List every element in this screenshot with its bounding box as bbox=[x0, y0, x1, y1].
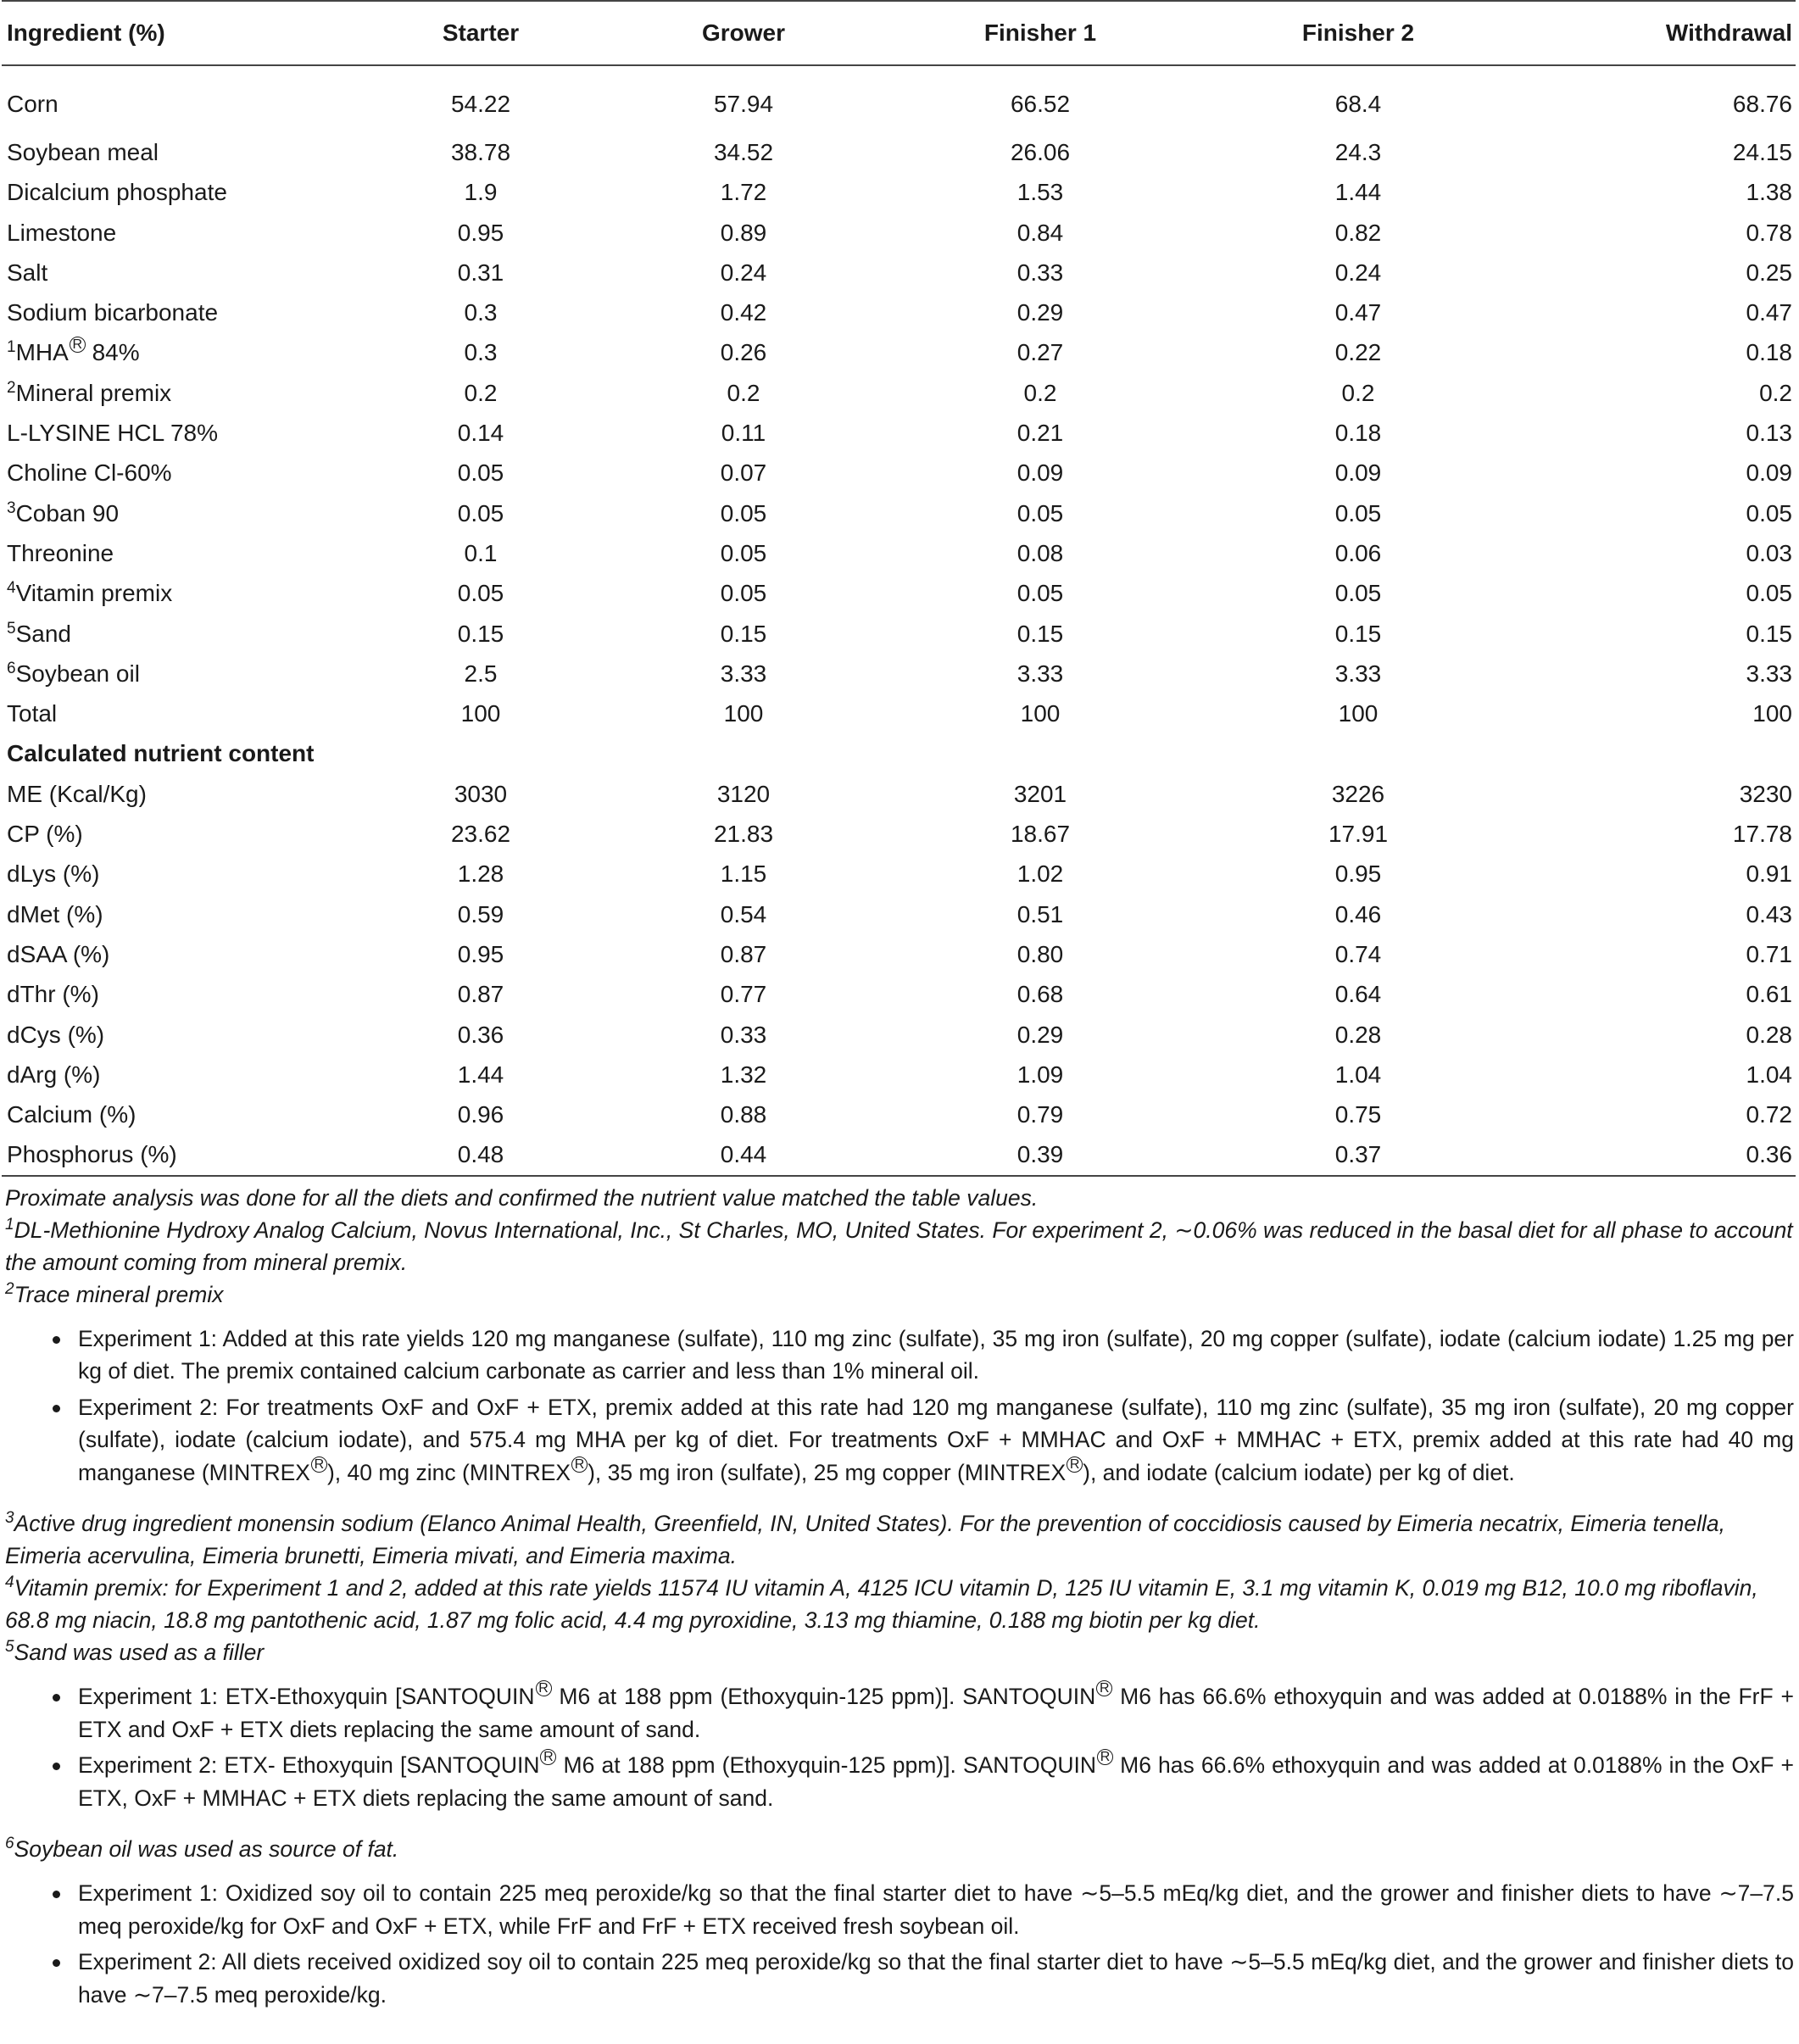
bullet-icon bbox=[53, 1336, 60, 1344]
table-cell: 100 bbox=[1752, 700, 1792, 727]
table-row bbox=[2, 253, 1796, 292]
table-cell: 0.3 bbox=[464, 339, 498, 366]
table-cell: 0.61 bbox=[1746, 981, 1792, 1008]
table-row bbox=[2, 894, 1796, 934]
registered-icon: R bbox=[1097, 1749, 1113, 1765]
table-row bbox=[2, 573, 1796, 613]
row-label: dLys (%) bbox=[7, 860, 100, 888]
table-cell: 0.15 bbox=[1334, 620, 1382, 647]
footnote-1 bbox=[5, 1214, 1794, 1278]
table-cell: 0.15 bbox=[1016, 620, 1064, 647]
row-label: Dicalcium phosphate bbox=[7, 179, 227, 206]
table-cell: 0.15 bbox=[1746, 620, 1792, 647]
header-grower: Grower bbox=[604, 1, 883, 65]
header-ingredient: Ingredient (%) bbox=[2, 1, 358, 65]
table-row bbox=[2, 533, 1796, 573]
table-cell: 0.37 bbox=[1197, 1134, 1519, 1175]
table-row bbox=[2, 332, 1796, 372]
footnote-text: Vitamin premix: for Experiment 1 and 2, added at this rate yields 11574 IU vitamin A, 4125 ICU vitamin D, 125 IU vitamin E, 3.1 mg vitamin K, 0.019 mg B12, 10.0 mg riboflavin, 68.8 mg niacin, 18.8 mg pantothenic acid, 1.87 mg folic acid, 4.4 mg pyroxidine, 3.13 mg thiamine, 0.188 mg biotin per kg diet. bbox=[5, 1575, 1758, 1634]
footnote-text: Sand was used as a filler bbox=[14, 1640, 265, 1666]
table-cell: 100 bbox=[1020, 700, 1061, 727]
table-cell: 0.03 bbox=[1746, 539, 1792, 566]
header-finisher-1: Finisher 1 bbox=[883, 1, 1197, 65]
footnote-marker: 1 bbox=[5, 1215, 14, 1234]
table-cell: 0.18 bbox=[1746, 339, 1792, 366]
table-cell: 0.36 bbox=[457, 1021, 504, 1048]
table-cell: 1.02 bbox=[1016, 860, 1064, 888]
table-cell: 68.76 bbox=[1732, 91, 1792, 117]
table-cell: 0.09 bbox=[1334, 459, 1382, 487]
table-cell: 1.38 bbox=[1746, 179, 1792, 206]
table-header bbox=[2, 1, 1796, 65]
table-cell: 2.5 bbox=[464, 660, 498, 687]
registered-icon: R bbox=[571, 1456, 588, 1473]
table-cell: 0.05 bbox=[457, 580, 504, 607]
table-cell: 0.2 bbox=[1759, 379, 1792, 406]
table-cell: 0.79 bbox=[1016, 1101, 1064, 1128]
bullet-icon bbox=[53, 1763, 60, 1770]
table-cell: 3.33 bbox=[720, 660, 767, 687]
registered-icon: R bbox=[1096, 1680, 1112, 1696]
table-cell: 0.06 bbox=[1334, 539, 1382, 566]
table-cell: 0.27 bbox=[1016, 339, 1064, 366]
table-row bbox=[2, 854, 1796, 894]
row-label: L-LYSINE HCL 78% bbox=[7, 420, 218, 447]
table-cell: 1.44 bbox=[457, 1061, 504, 1088]
footnote-marker: 2 bbox=[7, 378, 16, 397]
table-row bbox=[2, 934, 1796, 974]
table-cell: 24.3 bbox=[1334, 139, 1382, 165]
table-cell: 0.82 bbox=[1334, 219, 1382, 246]
footnote-marker: 4 bbox=[7, 579, 16, 598]
table-body bbox=[2, 65, 1796, 1176]
table-cell: 0.15 bbox=[720, 620, 767, 647]
row-label: Sodium bicarbonate bbox=[7, 299, 219, 326]
table-cell: 0.88 bbox=[720, 1101, 767, 1128]
footnote-text: Trace mineral premix bbox=[14, 1281, 224, 1307]
row-label: $^4$Vitamin premix bbox=[7, 579, 173, 607]
table-cell: 3120 bbox=[716, 780, 771, 807]
table-cell: 100 bbox=[460, 700, 501, 727]
row-label: $^1$MHA R 84% bbox=[7, 337, 140, 366]
table-cell: 0.95 bbox=[457, 940, 504, 967]
table-row bbox=[2, 1055, 1796, 1094]
table-cell: 0.13 bbox=[1746, 420, 1792, 447]
table-cell: 0.36 bbox=[1519, 1134, 1796, 1175]
table-cell: 3230 bbox=[1739, 780, 1792, 807]
row-label: $^3$Coban 90 bbox=[7, 498, 120, 526]
header-row bbox=[2, 1, 1796, 65]
diet-composition-table bbox=[2, 0, 1796, 1177]
table-cell: 0.05 bbox=[720, 580, 767, 607]
table-row bbox=[2, 172, 1796, 212]
table-cell: 0.33 bbox=[720, 1021, 767, 1048]
table-row bbox=[2, 693, 1796, 733]
table-row bbox=[2, 654, 1796, 693]
table-cell: 0.72 bbox=[1746, 1101, 1792, 1128]
table-cell: 0.1 bbox=[464, 539, 498, 566]
row-label: dCys (%) bbox=[7, 1021, 105, 1048]
footnote-text: DL-Methionine Hydroxy Analog Calcium, Novus International, Inc., St Charles, MO, United States. For experiment 2, ∼0.06% was reduced in the basal diet for all phase to account the amount coming from mineral premix. bbox=[5, 1217, 1793, 1275]
table-row bbox=[2, 1094, 1796, 1134]
row-label: Salt bbox=[7, 259, 48, 286]
table-cell: 1.72 bbox=[720, 179, 767, 206]
row-label: $^2$Mineral premix bbox=[7, 378, 172, 406]
table-cell: 3.33 bbox=[1746, 660, 1792, 687]
table-cell: 0.05 bbox=[1746, 580, 1792, 607]
bullet-icon bbox=[53, 1959, 60, 1967]
footnote-3 bbox=[5, 1507, 1794, 1572]
table-cell: 0.59 bbox=[457, 900, 504, 927]
table-cell: 0.22 bbox=[1334, 339, 1382, 366]
table-cell: 100 bbox=[723, 700, 764, 727]
table-cell: 1.28 bbox=[457, 860, 504, 888]
table-row bbox=[2, 213, 1796, 253]
header-starter: Starter bbox=[358, 1, 604, 65]
list-item: Experiment 1: Oxidized soy oil to contain 225 meq peroxide/kg so that the final starter diet to have ∼5–5.5 mEq/kg diet, and the grower and finisher diets to have ∼7–7.5 meq peroxide/kg for OxF and OxF + ETX, while FrF and FrF + ETX received fresh soybean oil. bbox=[5, 1877, 1794, 1942]
list-item: Experiment 1: Added at this rate yields 120 mg manganese (sulfate), 110 mg zinc (sulfate), 35 mg iron (sulfate), 20 mg copper (sulfate), iodate (calcium iodate) 1.25 mg per kg of diet. The premix contained calcium carbonate as carrier and less than 1% mineral oil. bbox=[5, 1323, 1794, 1388]
table-row bbox=[2, 974, 1796, 1014]
table-row bbox=[2, 413, 1796, 453]
footnote-2 bbox=[5, 1278, 1794, 1311]
bullet-icon bbox=[53, 1405, 60, 1412]
footnote-marker: 6 bbox=[5, 1835, 14, 1853]
table-cell: 0.80 bbox=[1016, 940, 1064, 967]
footnotes bbox=[0, 1182, 1794, 2012]
bullet-icon bbox=[53, 1891, 60, 1898]
table-cell: 0.43 bbox=[1746, 900, 1792, 927]
table-cell: 0.51 bbox=[1016, 900, 1064, 927]
footnote-2-list bbox=[5, 1323, 1794, 1490]
table-cell: 0.78 bbox=[1746, 219, 1792, 246]
table-cell: 0.29 bbox=[1016, 1021, 1064, 1048]
table-cell: 0.39 bbox=[883, 1134, 1197, 1175]
table-cell: 54.22 bbox=[450, 91, 511, 117]
table-cell: 3201 bbox=[1013, 780, 1067, 807]
registered-icon: R bbox=[540, 1749, 556, 1765]
row-label: Limestone bbox=[7, 219, 117, 246]
table-cell: 0.31 bbox=[457, 259, 504, 286]
registered-icon: R bbox=[70, 337, 86, 353]
table-cell: 0.46 bbox=[1334, 900, 1382, 927]
bullet-icon bbox=[53, 1694, 60, 1701]
table-cell: 0.2 bbox=[1341, 379, 1375, 406]
table-cell: 21.83 bbox=[713, 821, 774, 848]
row-label: CP (%) bbox=[7, 821, 83, 848]
table-cell: 0.28 bbox=[1746, 1021, 1792, 1048]
table-row bbox=[2, 493, 1796, 533]
footnote-4 bbox=[5, 1572, 1794, 1636]
table-cell: 0.05 bbox=[457, 499, 504, 526]
table-row bbox=[2, 453, 1796, 493]
list-item: Experiment 2: For treatments OxF and OxF + ETX, premix added at this rate had 120 mg manganese (sulfate), 110 mg zinc (sulfate), 35 mg iron (sulfate), 20 mg copper (sulfate), iodate (calcium iodate), and 575.4 mg MHA per kg of diet. For treatments OxF + MMHAC and OxF + MMHAC + ETX, premix added at this rate had 40 mg manganese (MINTREX R ), 40 mg zinc (MINTREX R ), 35 mg iron (sulfate), 25 mg copper (MINTREX R ), and iodate (calcium iodate) per kg of diet. bbox=[5, 1391, 1794, 1490]
table-cell: 0.47 bbox=[1334, 299, 1382, 326]
table-row bbox=[2, 65, 1796, 132]
table-cell: 3.33 bbox=[1334, 660, 1382, 687]
table-cell: 0.42 bbox=[720, 299, 767, 326]
row-label: Calcium (%) bbox=[7, 1101, 136, 1128]
row-label: Phosphorus (%) bbox=[2, 1134, 358, 1175]
table-cell: 0.91 bbox=[1746, 860, 1792, 888]
table-cell: 1.53 bbox=[1016, 179, 1064, 206]
table-cell: 0.96 bbox=[457, 1101, 504, 1128]
footnote-6 bbox=[5, 1833, 1794, 1865]
footnote-marker: 5 bbox=[5, 1638, 14, 1657]
table-cell: 0.05 bbox=[720, 539, 767, 566]
row-label: Soybean meal bbox=[7, 139, 159, 165]
table-cell: 0.09 bbox=[1016, 459, 1064, 487]
table-row bbox=[2, 774, 1796, 814]
row-label: Choline Cl-60% bbox=[7, 459, 172, 487]
table-cell: 0.71 bbox=[1746, 940, 1792, 967]
table-cell: 0.24 bbox=[720, 259, 767, 286]
table-cell: 0.3 bbox=[464, 299, 498, 326]
table-cell: 0.28 bbox=[1334, 1021, 1382, 1048]
section-title: Calculated nutrient content bbox=[7, 740, 315, 767]
table-cell: 0.44 bbox=[604, 1134, 883, 1175]
footnote-marker: 4 bbox=[5, 1573, 14, 1592]
registered-icon: R bbox=[536, 1680, 552, 1696]
table-cell: 1.44 bbox=[1334, 179, 1382, 206]
list-item: Experiment 2: ETX- Ethoxyquin [SANTOQUIN R M6 at 188 ppm (Ethoxyquin-125 ppm)]. SANTOQUIN R M6 has 66.6% ethoxyquin and was added at 0.0188% in the OxF + ETX, OxF + MMHAC + ETX diets replacing the same amount of sand. bbox=[5, 1749, 1794, 1814]
table-cell: 0.74 bbox=[1334, 940, 1382, 967]
list-item: Experiment 1: ETX-Ethoxyquin [SANTOQUIN R M6 at 188 ppm (Ethoxyquin-125 ppm)]. SANTOQUIN R M6 has 66.6% ethoxyquin and was added at 0.0188% in the FrF + ETX and OxF + ETX diets replacing the same amount of sand. bbox=[5, 1680, 1794, 1746]
table-cell: 0.29 bbox=[1016, 299, 1064, 326]
footnote-marker: 5 bbox=[7, 619, 16, 638]
table-cell: 68.4 bbox=[1334, 91, 1382, 117]
table-cell: 0.08 bbox=[1016, 539, 1064, 566]
table-cell: 17.78 bbox=[1732, 821, 1792, 848]
table-cell: 1.09 bbox=[1016, 1061, 1064, 1088]
list-item: Experiment 2: All diets received oxidized soy oil to contain 225 meq peroxide/kg so that the final starter diet to have ∼5–5.5 mEq/kg diet, and the grower and finisher diets to have ∼7–7.5 meq peroxide/kg. bbox=[5, 1946, 1794, 2011]
table-cell: 0.05 bbox=[1334, 580, 1382, 607]
table-cell: 0.84 bbox=[1016, 219, 1064, 246]
footnote-5 bbox=[5, 1636, 1794, 1668]
row-label: $^6$Soybean oil bbox=[7, 659, 140, 687]
registered-icon: R bbox=[311, 1456, 327, 1473]
table-cell: 0.05 bbox=[457, 459, 504, 487]
row-label: $^5$Sand bbox=[7, 619, 71, 647]
table-cell: 0.2 bbox=[464, 379, 498, 406]
table-cell: 0.87 bbox=[720, 940, 767, 967]
table-cell: 23.62 bbox=[450, 821, 511, 848]
table-cell: 0.2 bbox=[1023, 379, 1057, 406]
table-cell: 3.33 bbox=[1016, 660, 1064, 687]
table-row bbox=[2, 814, 1796, 854]
table-cell: 0.07 bbox=[720, 459, 767, 487]
footnote-text: Active drug ingredient monensin sodium (Elanco Animal Health, Greenfield, IN, United States). For the prevention of coccidiosis caused by Eimeria necatrix, Eimeria tenella, Eimeria acervulina, Eimeria brunetti, Eimeria mivati, and Eimeria maxima. bbox=[5, 1511, 1725, 1569]
table-cell: 3030 bbox=[454, 780, 508, 807]
table-cell: 0.75 bbox=[1334, 1101, 1382, 1128]
table-cell: 38.78 bbox=[450, 139, 511, 165]
table-cell: 0.09 bbox=[1746, 459, 1792, 487]
table-cell: 0.77 bbox=[720, 981, 767, 1008]
table-cell: 0.18 bbox=[1334, 420, 1382, 447]
footnote-proximate: Proximate analysis was done for all the diets and confirmed the nutrient value matched the table values. bbox=[5, 1184, 1039, 1211]
table-cell: 3226 bbox=[1331, 780, 1385, 807]
table-row bbox=[2, 1015, 1796, 1055]
header-withdrawal: Withdrawal bbox=[1519, 1, 1796, 65]
table-cell: 0.26 bbox=[720, 339, 767, 366]
table-cell: 0.25 bbox=[1746, 259, 1792, 286]
table-cell: 18.67 bbox=[1010, 821, 1071, 848]
row-label: dThr (%) bbox=[7, 981, 99, 1008]
footnote-6-list bbox=[5, 1877, 1794, 2011]
table-cell: 0.68 bbox=[1016, 981, 1064, 1008]
header-finisher-2: Finisher 2 bbox=[1197, 1, 1519, 65]
table-cell: 0.14 bbox=[457, 420, 504, 447]
table-cell: 0.05 bbox=[1334, 499, 1382, 526]
table-cell: 0.95 bbox=[1334, 860, 1382, 888]
footnote-marker: 6 bbox=[7, 659, 16, 677]
table-cell: 24.15 bbox=[1732, 139, 1792, 165]
footnote-marker: 3 bbox=[7, 498, 16, 517]
table-cell: 0.05 bbox=[1016, 580, 1064, 607]
footnote-5-list bbox=[5, 1680, 1794, 1814]
table-cell: 26.06 bbox=[1010, 139, 1071, 165]
table-cell: 0.95 bbox=[457, 219, 504, 246]
table-cell: 0.2 bbox=[727, 379, 760, 406]
table-cell: 0.05 bbox=[720, 499, 767, 526]
table-cell: 57.94 bbox=[713, 91, 774, 117]
row-label: Threonine bbox=[7, 539, 114, 566]
table-row bbox=[2, 132, 1796, 172]
row-label: Total bbox=[7, 700, 58, 727]
table-cell: 17.91 bbox=[1328, 821, 1389, 848]
table-cell: 34.52 bbox=[713, 139, 774, 165]
table-cell: 0.15 bbox=[457, 620, 504, 647]
footnote-marker: 3 bbox=[5, 1509, 14, 1528]
table-cell: 1.32 bbox=[720, 1061, 767, 1088]
table-row bbox=[2, 373, 1796, 413]
table-cell: 0.05 bbox=[1746, 499, 1792, 526]
table-cell: 0.21 bbox=[1016, 420, 1064, 447]
table-cell: 0.24 bbox=[1334, 259, 1382, 286]
table-cell: 0.64 bbox=[1334, 981, 1382, 1008]
footnote-marker: 2 bbox=[5, 1279, 14, 1298]
table-cell: 0.47 bbox=[1746, 299, 1792, 326]
row-label: ME (Kcal/Kg) bbox=[7, 780, 147, 807]
table-cell: 100 bbox=[1338, 700, 1378, 727]
table-row bbox=[2, 1134, 1796, 1175]
table-cell: 0.89 bbox=[720, 219, 767, 246]
table-row bbox=[2, 614, 1796, 654]
section-row bbox=[2, 733, 1796, 773]
registered-icon: R bbox=[1067, 1456, 1083, 1473]
table-cell: 0.48 bbox=[358, 1134, 604, 1175]
table-cell: 1.15 bbox=[720, 860, 767, 888]
table-row bbox=[2, 292, 1796, 332]
footnote-marker: 1 bbox=[7, 338, 16, 357]
table-cell: 1.04 bbox=[1746, 1061, 1792, 1088]
row-label: dArg (%) bbox=[7, 1061, 101, 1088]
table-cell: 66.52 bbox=[1010, 91, 1071, 117]
table-cell: 0.87 bbox=[457, 981, 504, 1008]
table-cell: 0.11 bbox=[721, 420, 766, 447]
row-label: dMet (%) bbox=[7, 900, 103, 927]
row-label: dSAA (%) bbox=[7, 940, 110, 967]
table-cell: 0.33 bbox=[1016, 259, 1064, 286]
footnote-text: Soybean oil was used as source of fat. bbox=[14, 1836, 399, 1863]
row-label: Corn bbox=[7, 91, 58, 117]
table-cell: 0.54 bbox=[720, 900, 767, 927]
table-cell: 1.04 bbox=[1334, 1061, 1382, 1088]
table-cell: 1.9 bbox=[464, 179, 498, 206]
table-cell: 0.05 bbox=[1016, 499, 1064, 526]
